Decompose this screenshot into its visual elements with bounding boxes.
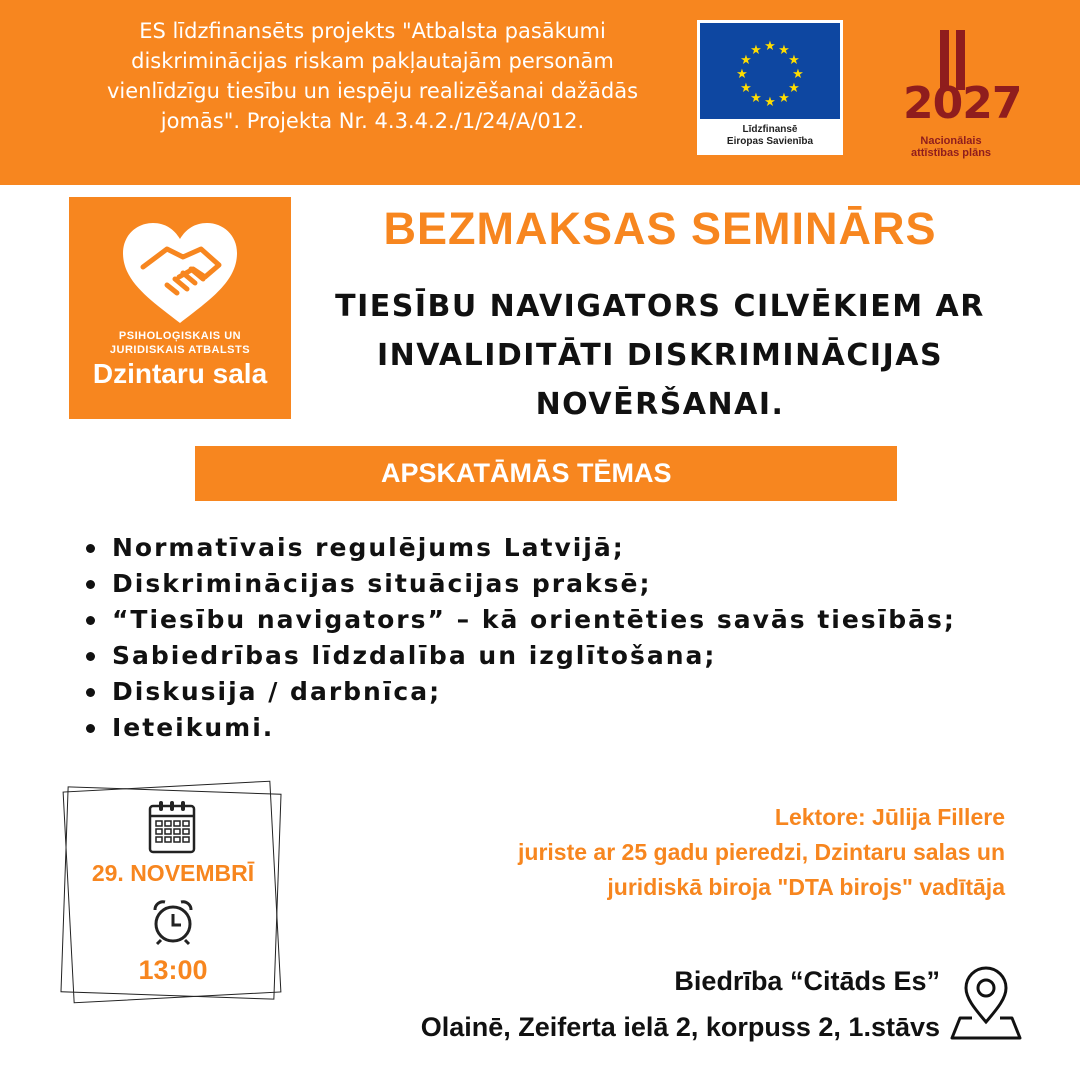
nap-year: 2027	[903, 78, 1022, 129]
top-banner	[0, 0, 1080, 185]
project-line: vienlīdzīgu tiesību un iespēju realizēšanai dažādās	[106, 79, 639, 103]
svg-text:★: ★	[740, 80, 752, 95]
topics-header	[195, 446, 897, 501]
lecturer-line: juriste ar 25 gadu pieredzi, Dzintaru salas un	[518, 839, 1005, 865]
eu-flag-icon	[700, 23, 840, 119]
topic-list	[82, 530, 956, 746]
venue-info	[280, 958, 940, 1050]
nap-logo	[895, 26, 1025, 159]
svg-text:★: ★	[740, 52, 752, 67]
subtitle-line: PSIHOLOĢISKAIS UN	[118, 330, 242, 342]
svg-text:★: ★	[788, 80, 800, 95]
eu-caption-line: Līdzfinansē	[742, 124, 798, 135]
svg-text:★: ★	[750, 90, 762, 105]
venue-line: Biedrība “Citāds Es”	[674, 966, 940, 996]
subtitle-line: INVALIDITĀTI DISKRIMINĀCIJAS	[376, 338, 944, 373]
list-item: Sabiedrības līdzdalība un izglītošana;	[82, 638, 956, 674]
alarm-clock-icon	[151, 898, 195, 946]
topics-header-label: APSKATĀMĀS TĒMAS	[381, 458, 672, 488]
venue-line: Olainē, Zeiferta ielā 2, korpuss 2, 1.stāvs	[420, 1012, 940, 1042]
event-time: 13:00	[138, 955, 208, 985]
seminar-subtitle	[300, 282, 1020, 429]
dzintaru-sala-logo	[69, 197, 291, 419]
lecturer-line: Lektore: Jūlija Fillere	[774, 804, 1005, 830]
location-pin-icon	[950, 966, 1022, 1042]
event-date: 29. NOVEMBRĪ	[91, 860, 255, 886]
nap-caption-line: Nacionālais	[920, 135, 982, 147]
svg-text:★: ★	[792, 66, 804, 81]
eu-caption	[697, 124, 843, 148]
project-line: ES līdzfinansēts projekts "Atbalsta pasākumi	[139, 19, 606, 43]
subtitle-line: TIESĪBU NAVIGATORS CILVĒKIEM AR	[335, 289, 985, 324]
subtitle-line: NOVĒRŠANAI.	[535, 387, 785, 422]
dzintaru-sala-name: Dzintaru sala	[92, 358, 268, 389]
subtitle-line: JURIDISKAIS ATBALSTS	[109, 344, 251, 356]
list-item: Ieteikumi.	[82, 710, 956, 746]
svg-text:★: ★	[764, 94, 776, 109]
svg-text:★: ★	[750, 42, 762, 57]
svg-text:★: ★	[764, 38, 776, 53]
page-title: BEZMAKSAS SEMINĀRS	[383, 203, 937, 254]
nap-caption	[895, 135, 1007, 159]
project-line: diskriminācijas riskam pakļautajām personām	[131, 49, 614, 73]
svg-text:★: ★	[778, 90, 790, 105]
dzintaru-sala-subtitle	[69, 329, 291, 357]
list-item: Diskusija / darbnīca;	[82, 674, 956, 710]
svg-text:★: ★	[778, 42, 790, 57]
lecturer-line: juridiskā biroja "DTA birojs" vadītāja	[607, 874, 1005, 900]
list-item: Diskriminācijas situācijas praksē;	[82, 566, 956, 602]
project-description	[40, 16, 705, 136]
project-line: jomās". Projekta Nr. 4.3.4.2./1/24/A/012.	[160, 109, 585, 133]
lecturer-info	[360, 800, 1005, 905]
heart-handshake-icon	[119, 219, 241, 329]
calendar-icon	[148, 800, 196, 854]
svg-text:★: ★	[736, 66, 748, 81]
list-item: “Tiesību navigators” – kā orientēties savās tiesībās;	[82, 602, 956, 638]
nap-caption-line: attīstības plāns	[910, 147, 992, 159]
eu-caption-line: Eiropas Savienība	[726, 136, 814, 147]
list-item: Normatīvais regulējums Latvijā;	[82, 530, 956, 566]
eu-logo	[697, 20, 843, 155]
svg-text:★: ★	[788, 52, 800, 67]
